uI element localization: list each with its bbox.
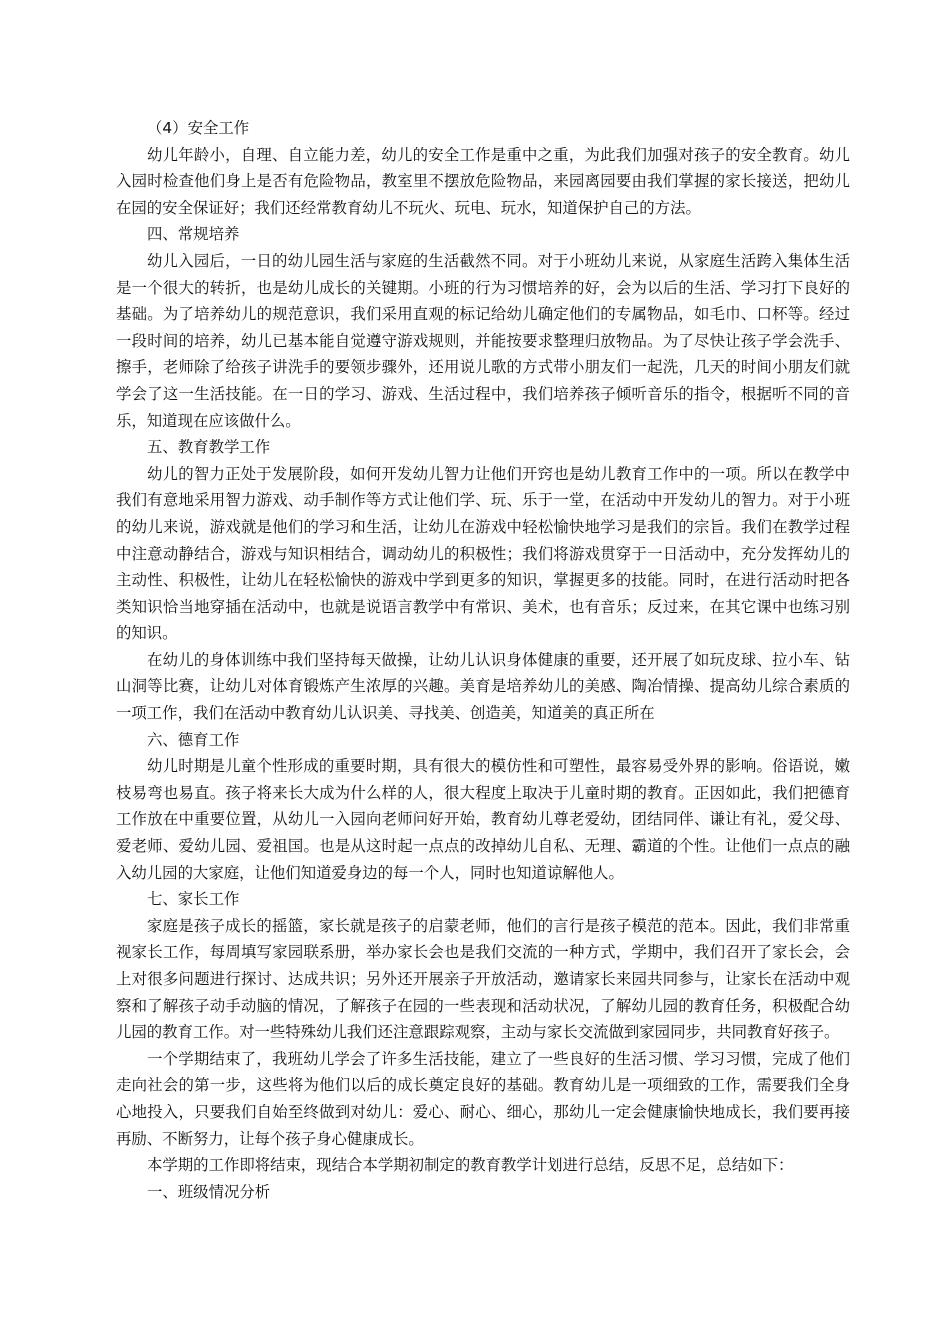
section-heading-parents: 七、家长工作 [147,890,240,909]
paragraph-teaching: 幼儿的智力正处于发展阶段，如何开发幼儿智力让他们开窍也是幼儿教育工作中的一项。所以在教学中我们有意地采用智力游戏、动手制作等方式让他们学、玩、乐于一堂，在活动中开发幼儿的智力。对于小班的幼儿来说，游戏就是他们的学习和生活，让幼儿在游戏中轻松愉快地学习是我们的宗旨。我们在教学过程中注意动静结合，游戏与知识相结合，调动幼儿的积极性；我们将游戏贯穿于一日活动中，充分发挥幼儿的主动性、积极性，让幼儿在轻松愉快的游戏中学到更多的知识，掌握更多的技能。同时，在进行活动时把各类知识恰当地穿插在活动中，也就是说语言教学中有常识、美术，也有音乐；反过来，在其它课中也练习别的知识。 [116,464,850,643]
section-heading-routine: 四、常规培养 [147,225,240,244]
paragraph-moral: 幼儿时期是儿童个性形成的重要时期，具有很大的模仿性和可塑性，最容易受外界的影响。俗语说，嫩枝易弯也易直。孩子将来长大成为什么样的人，很大程度上取决于儿童时期的教育。正因如此，我们把德育工作放在中重要位置，从幼儿一入园向老师问好开始，教育幼儿尊老爱幼，团结同伴、谦让有礼，爱父母、爱老师、爱幼儿园、爱祖国。也是从这时起一点点的改掉幼儿自私、无理、霸道的个性。让他们一点点的融入幼儿园的大家庭，让他们知道爱身边的每一个人，同时也知道谅解他人。 [116,757,850,882]
section-heading-teaching: 五、教育教学工作 [147,438,271,457]
section-heading-class-analysis: 一、班级情况分析 [147,1182,271,1201]
paragraph-conclusion: 一个学期结束了，我班幼儿学会了许多生活技能，建立了一些良好的生活习惯、学习习惯，完成了他们走向社会的第一步，这些将为他们以后的成长奠定良好的基础。教育幼儿是一项细致的工作，需要我们全身心地投入，只要我们自始至终做到对幼儿：爱心、耐心、细心，那幼儿一定会健康愉快地成长，我们要再接再励、不断努力，让每个孩子身心健康成长。 [116,1049,850,1148]
paragraph-summary-intro: 本学期的工作即将结束，现结合本学期初制定的教育教学计划进行总结，反思不足，总结如下： [147,1156,794,1175]
paragraph-routine: 幼儿入园后，一日的幼儿园生活与家庭的生活截然不同。对于小班幼儿来说，从家庭生活跨入集体生活是一个很大的转折，也是幼儿成长的关键期。小班的行为习惯培养的好，会为以后的生活、学习打下良好的基础。为了培养幼儿的规范意识，我们采用直观的标记给幼儿确定他们的专属物品，如毛巾、口杯等。经过一段时间的培养，幼儿已基本能自觉遵守游戏规则，并能按要求整理归放物品。为了尽快让孩子学会洗手、擦手，老师除了给孩子讲洗手的要领步骤外，还用说儿歌的方式带小朋友们一起洗，几天的时间小朋友们就学会了这一生活技能。在一日的学习、游戏、生活过程中，我们培养孩子倾听音乐的指令，根据听不同的音乐，知道现在应该做什么。 [116,251,850,430]
paragraph-physical: 在幼儿的身体训练中我们坚持每天做操，让幼儿认识身体健康的重要，还开展了如玩皮球、拉小车、钻山洞等比赛，让幼儿对体育锻炼产生浓厚的兴趣。美育是培养幼儿的美感、陶冶情操、提高幼儿综合素质的一项工作，我们在活动中教育幼儿认识美、寻找美、创造美，知道美的真正所在 [116,650,850,723]
paragraph-parents: 家庭是孩子成长的摇篮，家长就是孩子的启蒙老师，他们的言行是孩子模范的范本。因此，我们非常重视家长工作，每周填写家园联系册，举办家长会也是我们交流的一种方式，学期中，我们召开了家长会，会上对很多问题进行探讨、达成共识；另外还开展亲子开放活动，邀请家长来园共同参与，让家长在活动中观察和了解孩子动手动脑的情况，了解孩子在园的一些表现和活动状况，了解幼儿园的教育任务，积极配合幼儿园的教育工作。对一些特殊幼儿我们还注意跟踪观察，主动与家长交流做到家园同步，共同教育好孩子。 [116,916,850,1042]
section-heading-moral: 六、德育工作 [147,730,240,749]
section-heading-safety: （4）安全工作 [147,119,250,137]
paragraph-safety: 幼儿年龄小，自理、自立能力差，幼儿的安全工作是重中之重，为此我们加强对孩子的安全教育。幼儿入园时检查他们身上是否有危险物品，教室里不摆放危险物品，来园离园要由我们掌握的家长接送，把幼儿在园的安全保证好；我们还经常教育幼儿不玩火、玩电、玩水，知道保护自己的方法。 [116,145,850,217]
document-page [116,115,850,1205]
